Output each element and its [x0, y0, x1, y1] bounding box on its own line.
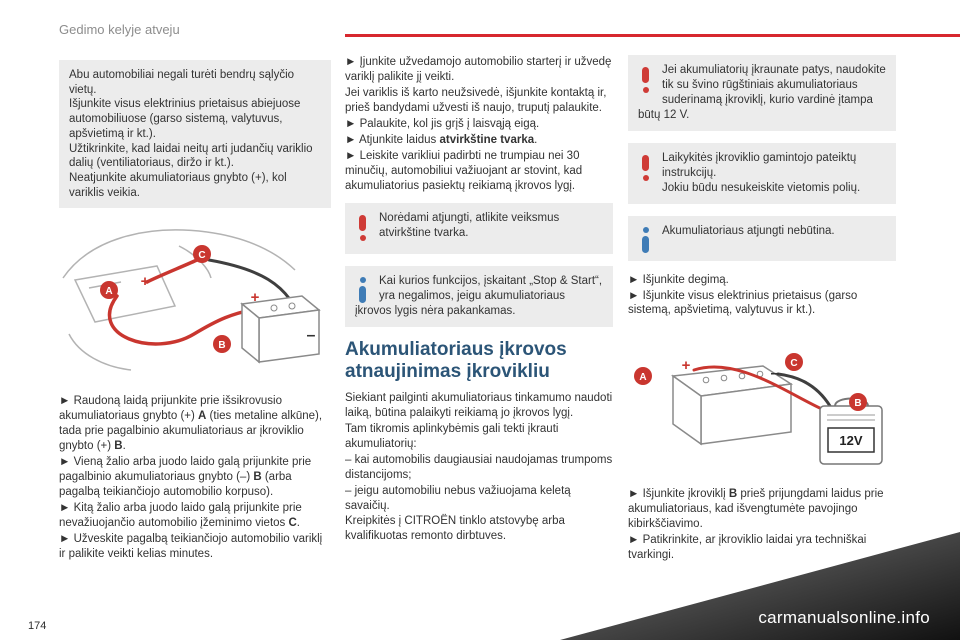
- label-ref: B: [253, 471, 262, 484]
- plus-mark: +: [250, 289, 260, 307]
- warning-box: [628, 55, 896, 131]
- info-text: Kai kurios funkcijos, įskaitant „Stop & Start“, yra negalimos, jeigu akumuliatoriaus įkrovos lygis nėra pakankamas.: [355, 275, 603, 318]
- figure-label-c: [785, 353, 803, 371]
- note-line: Išjunkite visus elektrinius prietaisus abiejuose automobiliuose (garso sistemą, valytuvus, apšvietimą ir kt.).: [69, 98, 301, 140]
- red-jumper-cable-2: [147, 260, 197, 282]
- left-column: [59, 60, 331, 563]
- page-number: 174: [28, 620, 47, 632]
- plus-mark: +: [140, 273, 150, 291]
- text-segment: .: [122, 440, 126, 453]
- charger-voltage-label: 12V: [839, 433, 863, 449]
- header-rule: [345, 34, 960, 37]
- body-paragraph: Tam tikromis aplinkybėmis gali tekti įkrauti akumuliatorių:: [345, 422, 559, 450]
- label-ref: B: [728, 488, 738, 501]
- warning-icon: [355, 212, 371, 244]
- instruction-paragraph: [628, 487, 896, 532]
- watermark-corner: [560, 530, 960, 640]
- svg-text:B: B: [854, 398, 862, 410]
- charger-figure: [628, 324, 896, 479]
- instruction-paragraph: ► Išjunkite degimą.: [628, 273, 729, 286]
- warning-box: [345, 203, 613, 254]
- instruction-paragraph: ► Palaukite, kol jis grįš į laisvąją eigą.: [345, 117, 540, 130]
- text-segment: ► Vieną žalio arba juodo laido galą prijunkite prie pagalbinio akumuliatoriaus gnybto (–): [59, 456, 312, 484]
- note-line: Abu automobiliai negali turėti bendrų sąlyčio vietų.: [69, 69, 295, 96]
- plus-mark: +: [681, 357, 691, 375]
- svg-text:A: A: [105, 286, 113, 298]
- instruction-paragraph: ► Patikrinkite, ar įkroviklio laidai yra techniškai tvarkingi.: [628, 534, 867, 562]
- instruction-paragraph: ► Išjunkite visus elektrinius prietaisus (garso sistemą, apšvietimą, valytuvus ir kt.).: [628, 289, 858, 317]
- instruction-paragraph: [59, 394, 331, 454]
- middle-column: [345, 55, 613, 545]
- warning-icon: [638, 152, 654, 184]
- figure-label-a: [634, 367, 652, 385]
- text-segment: ► Kitą žalio arba juodo laido galą prijunkite prie nevažiuojančio automobilio įžeminimo vietos: [59, 501, 302, 529]
- instruction-paragraph: [59, 501, 331, 531]
- instruction-paragraph: ► Užveskite pagalbą teikiančiojo automobilio variklį ir palikite veikti kelias minutes.: [59, 532, 323, 560]
- text-segment: .: [296, 516, 300, 529]
- list-item: – kai automobilis daugiausiai naudojamas trumpoms distancijoms;: [345, 453, 613, 481]
- info-text: Akumuliatoriaus atjungti nebūtina.: [662, 224, 835, 237]
- figure-label-b: [213, 335, 231, 353]
- watermark-text: carmanualsonline.info: [758, 608, 930, 627]
- instruction-paragraph: [345, 133, 613, 148]
- svg-text:C: C: [790, 358, 798, 370]
- info-box: [345, 266, 613, 327]
- label-ref: B: [114, 440, 123, 453]
- label-ref: A: [198, 410, 207, 423]
- instruction-paragraph: [59, 455, 331, 500]
- jump-start-figure: [59, 216, 331, 386]
- warning-text: Jokiu būdu nesukeiskite vietomis polių.: [662, 181, 861, 194]
- text-segment: (arba pagalbą teikiančiojo automobilio korpuso).: [59, 471, 292, 499]
- warning-text: Laikykitės įkroviklio gamintojo pateiktų instrukcijų.: [662, 151, 857, 179]
- text-segment: ► Išjunkite įkroviklį: [628, 488, 729, 501]
- text-segment: ► Atjunkite laidus: [345, 133, 440, 146]
- right-column: [628, 55, 896, 564]
- red-jumper-cable: [109, 296, 259, 344]
- warning-box: [628, 143, 896, 204]
- instruction-paragraph: Jei variklis iš karto neužsivedė, išjunkite kontaktą ir, prieš bandydami užvesti iš naujo, truputį palaukite.: [345, 86, 607, 114]
- svg-text:A: A: [639, 372, 647, 384]
- note-line: Užtikrinkite, kad laidai neitų arti judančių variklio dalių (ventiliatoriaus, diržo ir kt.).: [69, 142, 313, 170]
- figure-label-a: [100, 281, 118, 299]
- info-icon: [355, 275, 371, 301]
- info-box: [628, 216, 896, 261]
- figure-label-c: [193, 245, 211, 263]
- text-segment: ► Raudoną laidą prijunkite prie išsikrovusio akumuliatoriaus gnybto (+): [59, 395, 282, 423]
- body-paragraph: Kreipkitės į CITROËN tinklo atstovybę arba kvalifikuotas remonto dirbtuves.: [345, 515, 565, 543]
- warning-text: Jei akumuliatorių įkraunate patys, naudokite tik su švino rūgštiniais akumuliatoriaus suderinamą įkroviklį, kurio vardinė įtampa būtų 12 V.: [638, 64, 886, 121]
- figure-label-b: [849, 393, 867, 411]
- svg-text:C: C: [198, 250, 206, 262]
- label-ref: C: [288, 516, 297, 529]
- info-icon: [638, 225, 654, 251]
- text-segment: prieš prijungdami laidus prie akumuliatoriaus, kad išvengtumėte pavojingo kibirkščiavimo.: [628, 488, 884, 531]
- list-item: – jeigu automobiliu nebus važiuojama keletą savaičių.: [345, 484, 571, 512]
- charger-unit: [820, 399, 882, 465]
- warning-icon: [638, 64, 654, 96]
- minus-mark: –: [306, 327, 316, 345]
- section-heading: Akumuliatoriaus įkrovos atnaujinimas įkrovikliu: [345, 339, 567, 383]
- charger-illustration: [628, 324, 898, 474]
- emphasis-text: atvirkštine tvarka: [439, 133, 535, 146]
- text-segment: (ties metaline alkūne), tada prie pagalbinio akumuliatoriaus ar įkroviklio gnybto (+): [59, 410, 323, 453]
- instruction-paragraph: ► Įjunkite užvedamojo automobilio starterį ir užvedę variklį palikite jį veikti.: [345, 56, 612, 83]
- warning-text: Norėdami atjungti, atlikite veiksmus atvirkštine tvarka.: [379, 212, 560, 240]
- note-box: [59, 60, 331, 208]
- body-paragraph: Siekiant pailginti akumuliatoriaus tinkamumo naudoti laiką, būtina palaikyti reikiamą jo įkrovos lygį.: [345, 391, 613, 419]
- chapter-title: Gedimo kelyje atveju: [59, 22, 180, 37]
- instruction-paragraph: ► Leiskite varikliui padirbti ne trumpiau nei 30 minučių, automobiliui važiuojant ar stovint, kad akumuliatorius pasiektų reikiamą įkrovos lygį.: [345, 149, 583, 192]
- jump-start-illustration: [59, 216, 329, 381]
- svg-text:B: B: [218, 340, 226, 352]
- text-segment: .: [534, 133, 538, 146]
- note-line: Neatjunkite akumuliatoriaus gnybto (+), kol variklis veikia.: [69, 172, 287, 199]
- minus-mark: –: [770, 365, 780, 383]
